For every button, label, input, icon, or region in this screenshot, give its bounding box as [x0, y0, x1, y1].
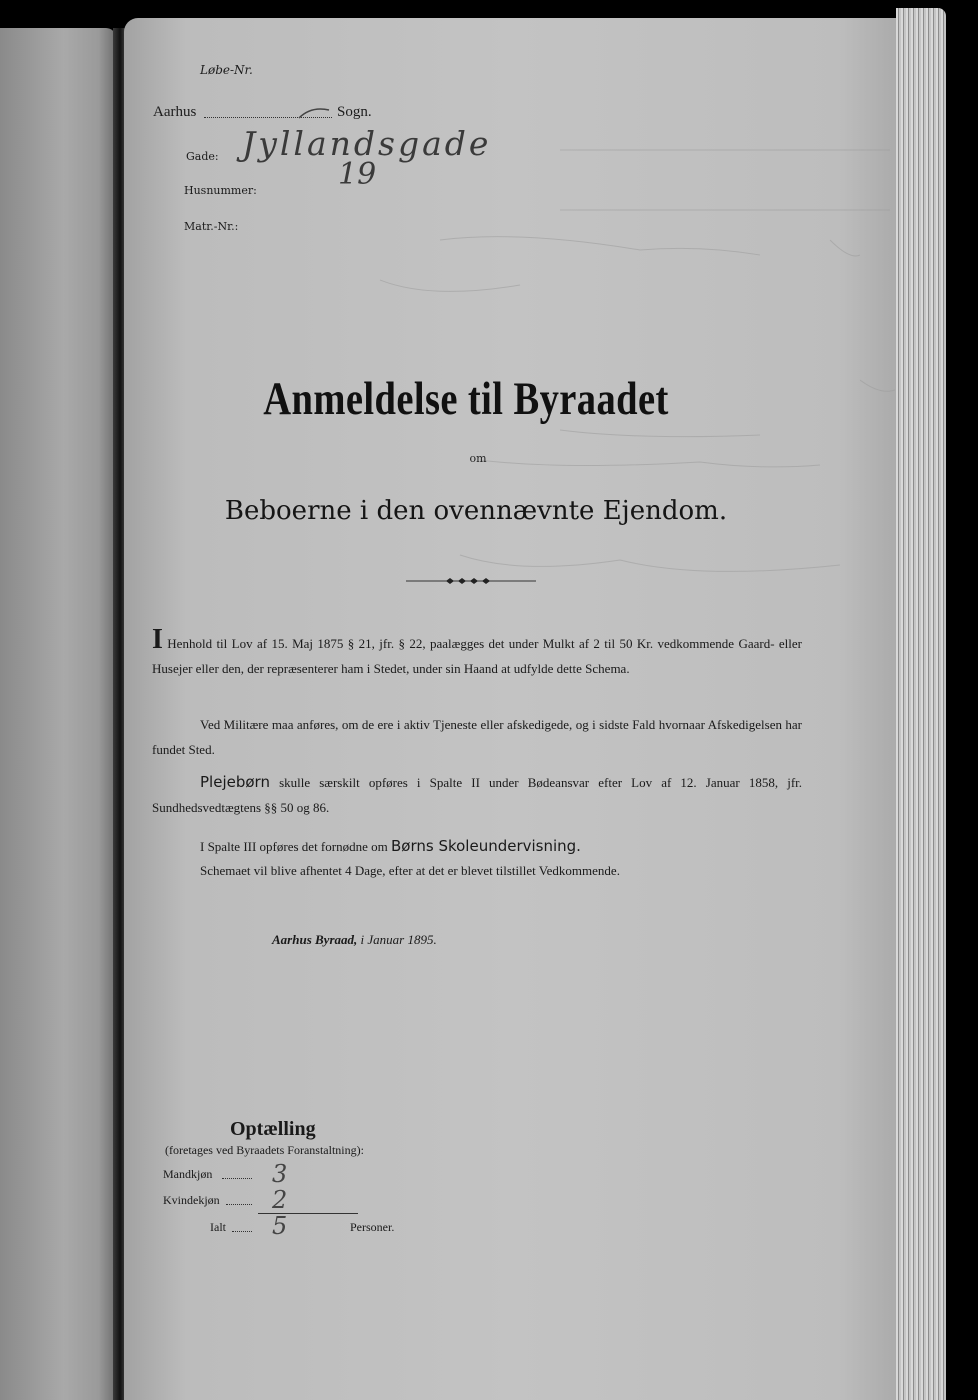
plejeborn-lead: Plejebørn	[200, 773, 270, 791]
kvindekjon-dots	[226, 1204, 252, 1205]
lobe-nr-label: Løbe-Nr.	[200, 63, 253, 77]
kvindekjon-value: 2	[272, 1186, 288, 1214]
signature-line	[272, 932, 437, 948]
ornament-divider	[406, 575, 536, 587]
husnummer-label: Husnummer:	[184, 184, 257, 197]
paragraph-militaere: Ved Militære maa anføres, om de ere i aktiv Tjeneste eller afskedigede, og i sidste Fald hvornaar Afskedigelsen har fundet Sted.	[152, 717, 802, 757]
document-subtitle: Beboerne i den ovennævnte Ejendom.	[224, 496, 728, 526]
om-connector: om	[469, 452, 487, 465]
dropcap-letter: I	[152, 624, 163, 655]
signature-date: i Januar 1895.	[360, 932, 437, 947]
mandkjon-label: Mandkjøn	[163, 1167, 213, 1181]
ialt-label: Ialt	[210, 1220, 226, 1234]
mandkjon-value: 3	[272, 1160, 288, 1188]
paragraph-spalte-iii	[152, 834, 802, 859]
gade-label: Gade:	[186, 150, 219, 163]
paragraph-henhold-text: Henhold til Lov af 15. Maj 1875 § 21, jfr. § 22, paalægges det under Mulkt af 2 til 50 Kr. vedkommende Gaard- eller Husejer eller den, der repræsenterer ham i Stedet, under sin Haand at udfylde dette Schema.	[152, 636, 803, 676]
kvindekjon-label: Kvindekjøn	[163, 1193, 220, 1207]
mandkjon-dots	[222, 1178, 252, 1179]
paragraph-schemaet: Schemaet vil blive afhentet 4 Dage, efter at det er blevet tilstillet Vedkommende.	[200, 863, 620, 878]
signature-org: Aarhus Byraad,	[272, 932, 358, 947]
ialt-dots	[232, 1231, 252, 1232]
spalte-iii-text: I Spalte III opføres det fornødne om	[200, 839, 388, 854]
paragraph-henhold	[152, 624, 803, 681]
gade-handwritten-value: Jyllandsgade	[242, 124, 492, 163]
sogn-label: Sogn.	[337, 104, 372, 120]
city-label: Aarhus	[153, 104, 197, 120]
skoleundervisning-emphasis: Børns Skoleundervisning.	[390, 837, 581, 855]
document-title: Anmeldelse til Byraadet	[263, 373, 669, 425]
ialt-value: 5	[272, 1212, 288, 1240]
paragraph-plejeborn	[152, 770, 802, 820]
page-edges	[896, 8, 946, 1400]
optaelling-subtitle: (foretages ved Byraadets Foranstaltning):	[165, 1143, 364, 1157]
personer-label: Personer.	[350, 1220, 395, 1234]
optaelling-title: Optælling	[230, 1118, 316, 1140]
left-page-edge	[0, 28, 116, 1400]
document-page	[124, 18, 902, 1400]
plejeborn-text: skulle særskilt opføres i Spalte II under Bødeansvar efter Lov af 12. Januar 1858, jfr. Sundhedsvedtægtens §§ 50 og 86.	[152, 775, 803, 815]
sogn-scribble-mark	[295, 104, 335, 122]
matr-nr-label: Matr.-Nr.:	[184, 220, 239, 233]
husnummer-handwritten-value: 19	[338, 157, 377, 192]
